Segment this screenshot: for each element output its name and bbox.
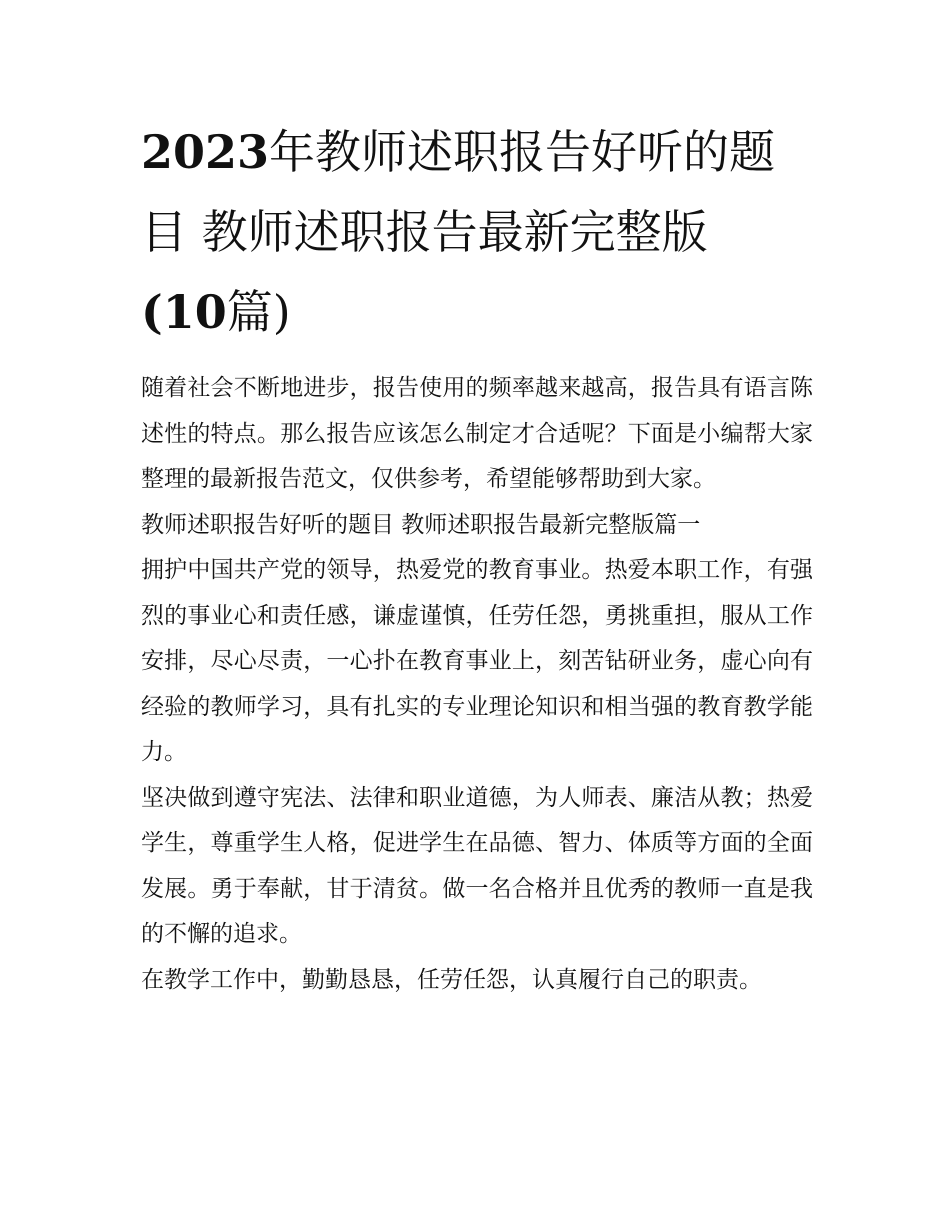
body-paragraph: 拥护中国共产党的领导，热爱党的教育事业。热爱本职工作，有强烈的事业心和责任感，谦虚谨慎，任劳任怨，勇挑重担，服从工作安排，尽心尽责，一心扑在教育事业上，刻苦钻研业务，虚心向有经验的教师学习，具有扎实的专业理论知识和相当强的教育教学能力。 [141,557,813,765]
document-body [141,366,813,1003]
intro-paragraph: 随着社会不断地进步，报告使用的频率越来越高，报告具有语言陈述性的特点。那么报告应该怎么制定才合适呢？下面是小编帮大家整理的最新报告范文，仅供参考，希望能够帮助到大家。 [141,375,813,492]
title-year: 2023 [141,125,270,179]
body-paragraph: 在教学工作中，勤勤恳恳，任劳任怨，认真履行自己的职责。 [141,966,762,993]
body-paragraph: 坚决做到遵守宪法、法律和职业道德，为人师表、廉洁从教；热爱学生，尊重学生人格，促进学生在品德、智力、体质等方面的全面发展。勇于奉献，甘于清贫。做一名合格并且优秀的教师一直是我的不懈的追求。 [141,784,813,947]
title-text: 年教师述职报告好听的题目 教师述职报告最新完整版 [141,125,776,259]
document-title [141,112,813,352]
section-heading: 教师述职报告好听的题目 教师述职报告最新完整版篇一 [141,511,701,538]
title-suffix: 篇) [226,285,291,339]
title-count: (10 [141,285,227,339]
document-page [141,112,813,1003]
